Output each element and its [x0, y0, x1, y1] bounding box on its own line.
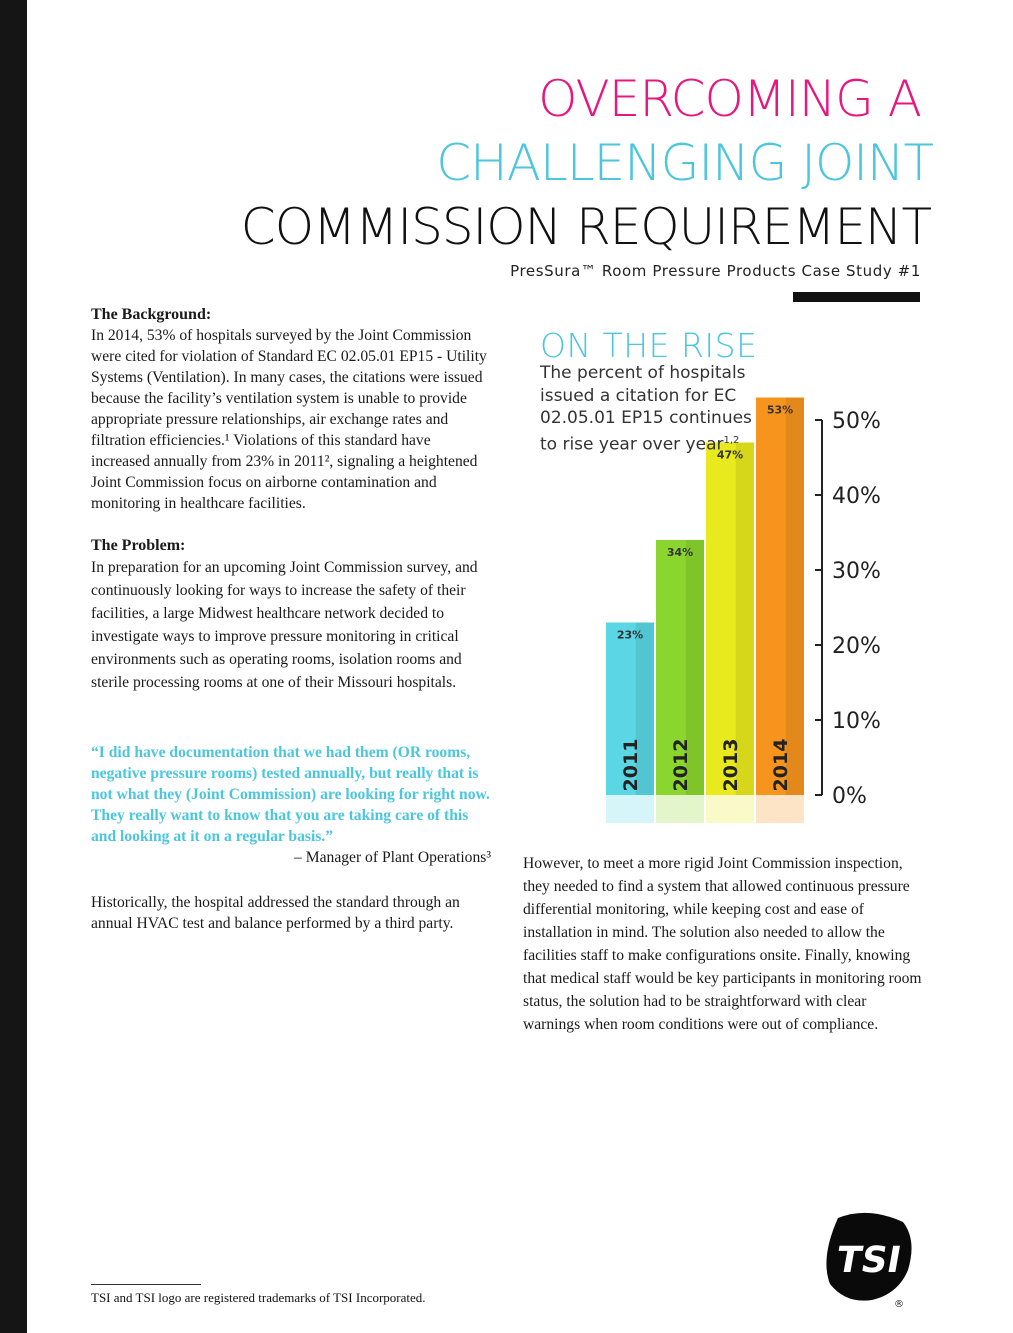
bar-value-label: 34% [666, 546, 694, 559]
y-tick-label: 20% [832, 634, 881, 659]
left-column [91, 304, 491, 934]
case-study-subtitle: PresSura™ Room Pressure Products Case Study #1 [510, 262, 921, 280]
infographic-heading: ON THE RISE [540, 326, 758, 365]
on-the-rise-infographic [520, 320, 920, 832]
bar-reflection-2013 [706, 795, 754, 823]
historically-paragraph: Historically, the hospital addressed the standard through an annual HVAC test and balance performed by a third party. [91, 894, 460, 932]
bar-reflection-2012 [656, 795, 704, 823]
infographic-description-text: The percent of hospitals issued a citation for EC 02.05.01 EP15 continues to rise year over year [540, 363, 752, 455]
footnote-divider [91, 1284, 201, 1285]
infographic-description [540, 362, 755, 456]
infographic-footnote-ref: 1,2 [723, 434, 740, 446]
problem-heading: The Problem: [91, 537, 186, 554]
bar-value-label: 23% [616, 628, 644, 642]
trademark-footnote: TSI and TSI logo are registered trademarks of TSI Incorporated. [91, 1290, 426, 1305]
background-heading: The Background: [91, 306, 212, 323]
bar-category-label: 2013 [720, 738, 742, 792]
y-tick-label: 0% [832, 784, 867, 809]
y-tick-label: 30% [832, 559, 881, 584]
problem-paragraph: In preparation for an upcoming Joint Commission survey, and continuously looking for ways to increase the safety of their facilities, a large Midwest healthcare network decided to investigate ways to improve pressure monitoring in critical environments such as operating rooms, isolation rooms and sterile processing rooms at one of their Missouri hospitals. [91, 559, 478, 691]
tsi-logo-text: TSI [833, 1238, 905, 1281]
y-tick-label: 50% [832, 409, 881, 434]
registered-mark: ® [894, 1299, 904, 1308]
manager-quote: “I did have documentation that we had them (OR rooms, negative pressure rooms) tested annually, but really that is not what they (Joint Commission) are looking for right now. They really want to know that you are taking care of this and looking at it on a regular basis.” [91, 744, 490, 845]
bar-category-label: 2012 [670, 738, 692, 792]
however-paragraph: However, to meet a more rigid Joint Commission inspection, they needed to find a system that allowed continuous pressure differential monitoring, while keeping cost and ease of installation in mind. The solution also needed to allow the facilities staff to make configurations onsite. Finally, knowing that medical staff would be key participants in monitoring room status, the solution had to be straightforward with clear warnings when room conditions were out of compliance. [523, 855, 922, 1033]
title-line-2: CHALLENGING JOINT [436, 133, 933, 192]
subtitle-rule [793, 292, 920, 302]
y-tick-label: 40% [832, 484, 881, 509]
right-column [523, 852, 923, 1036]
bar-value-label: 47% [716, 448, 744, 462]
title-line-1: OVERCOMING A [538, 69, 921, 128]
bar-reflection-2014 [756, 795, 804, 823]
bar-value-label: 53% [766, 403, 794, 417]
quote-attribution: – Manager of Plant Operations³ [294, 849, 491, 866]
bar-category-label: 2011 [620, 738, 642, 792]
background-paragraph: In 2014, 53% of hospitals surveyed by the Joint Commission were cited for violation of Standard EC 02.05.01 EP15 - Utility Systems (Ventilation). In many cases, the citations were issued because the facility’s ventilation system is unable to provide appropriate pressure relationships, air exchange rates and filtration efficiencies.¹ Violations of this standard have increased annually from 23% in 2011², signaling a heightened Joint Commission focus on airborne contamination and monitoring in healthcare facilities. [91, 327, 487, 512]
tsi-logo [818, 1208, 918, 1308]
bar-category-label: 2014 [770, 738, 792, 792]
y-tick-label: 10% [832, 709, 881, 734]
page-spine-bar [0, 0, 27, 1333]
bar-reflection-2011 [606, 795, 654, 823]
title-line-3: COMMISSION REQUIREMENT [240, 197, 931, 256]
bar-shade-2014 [786, 398, 804, 796]
